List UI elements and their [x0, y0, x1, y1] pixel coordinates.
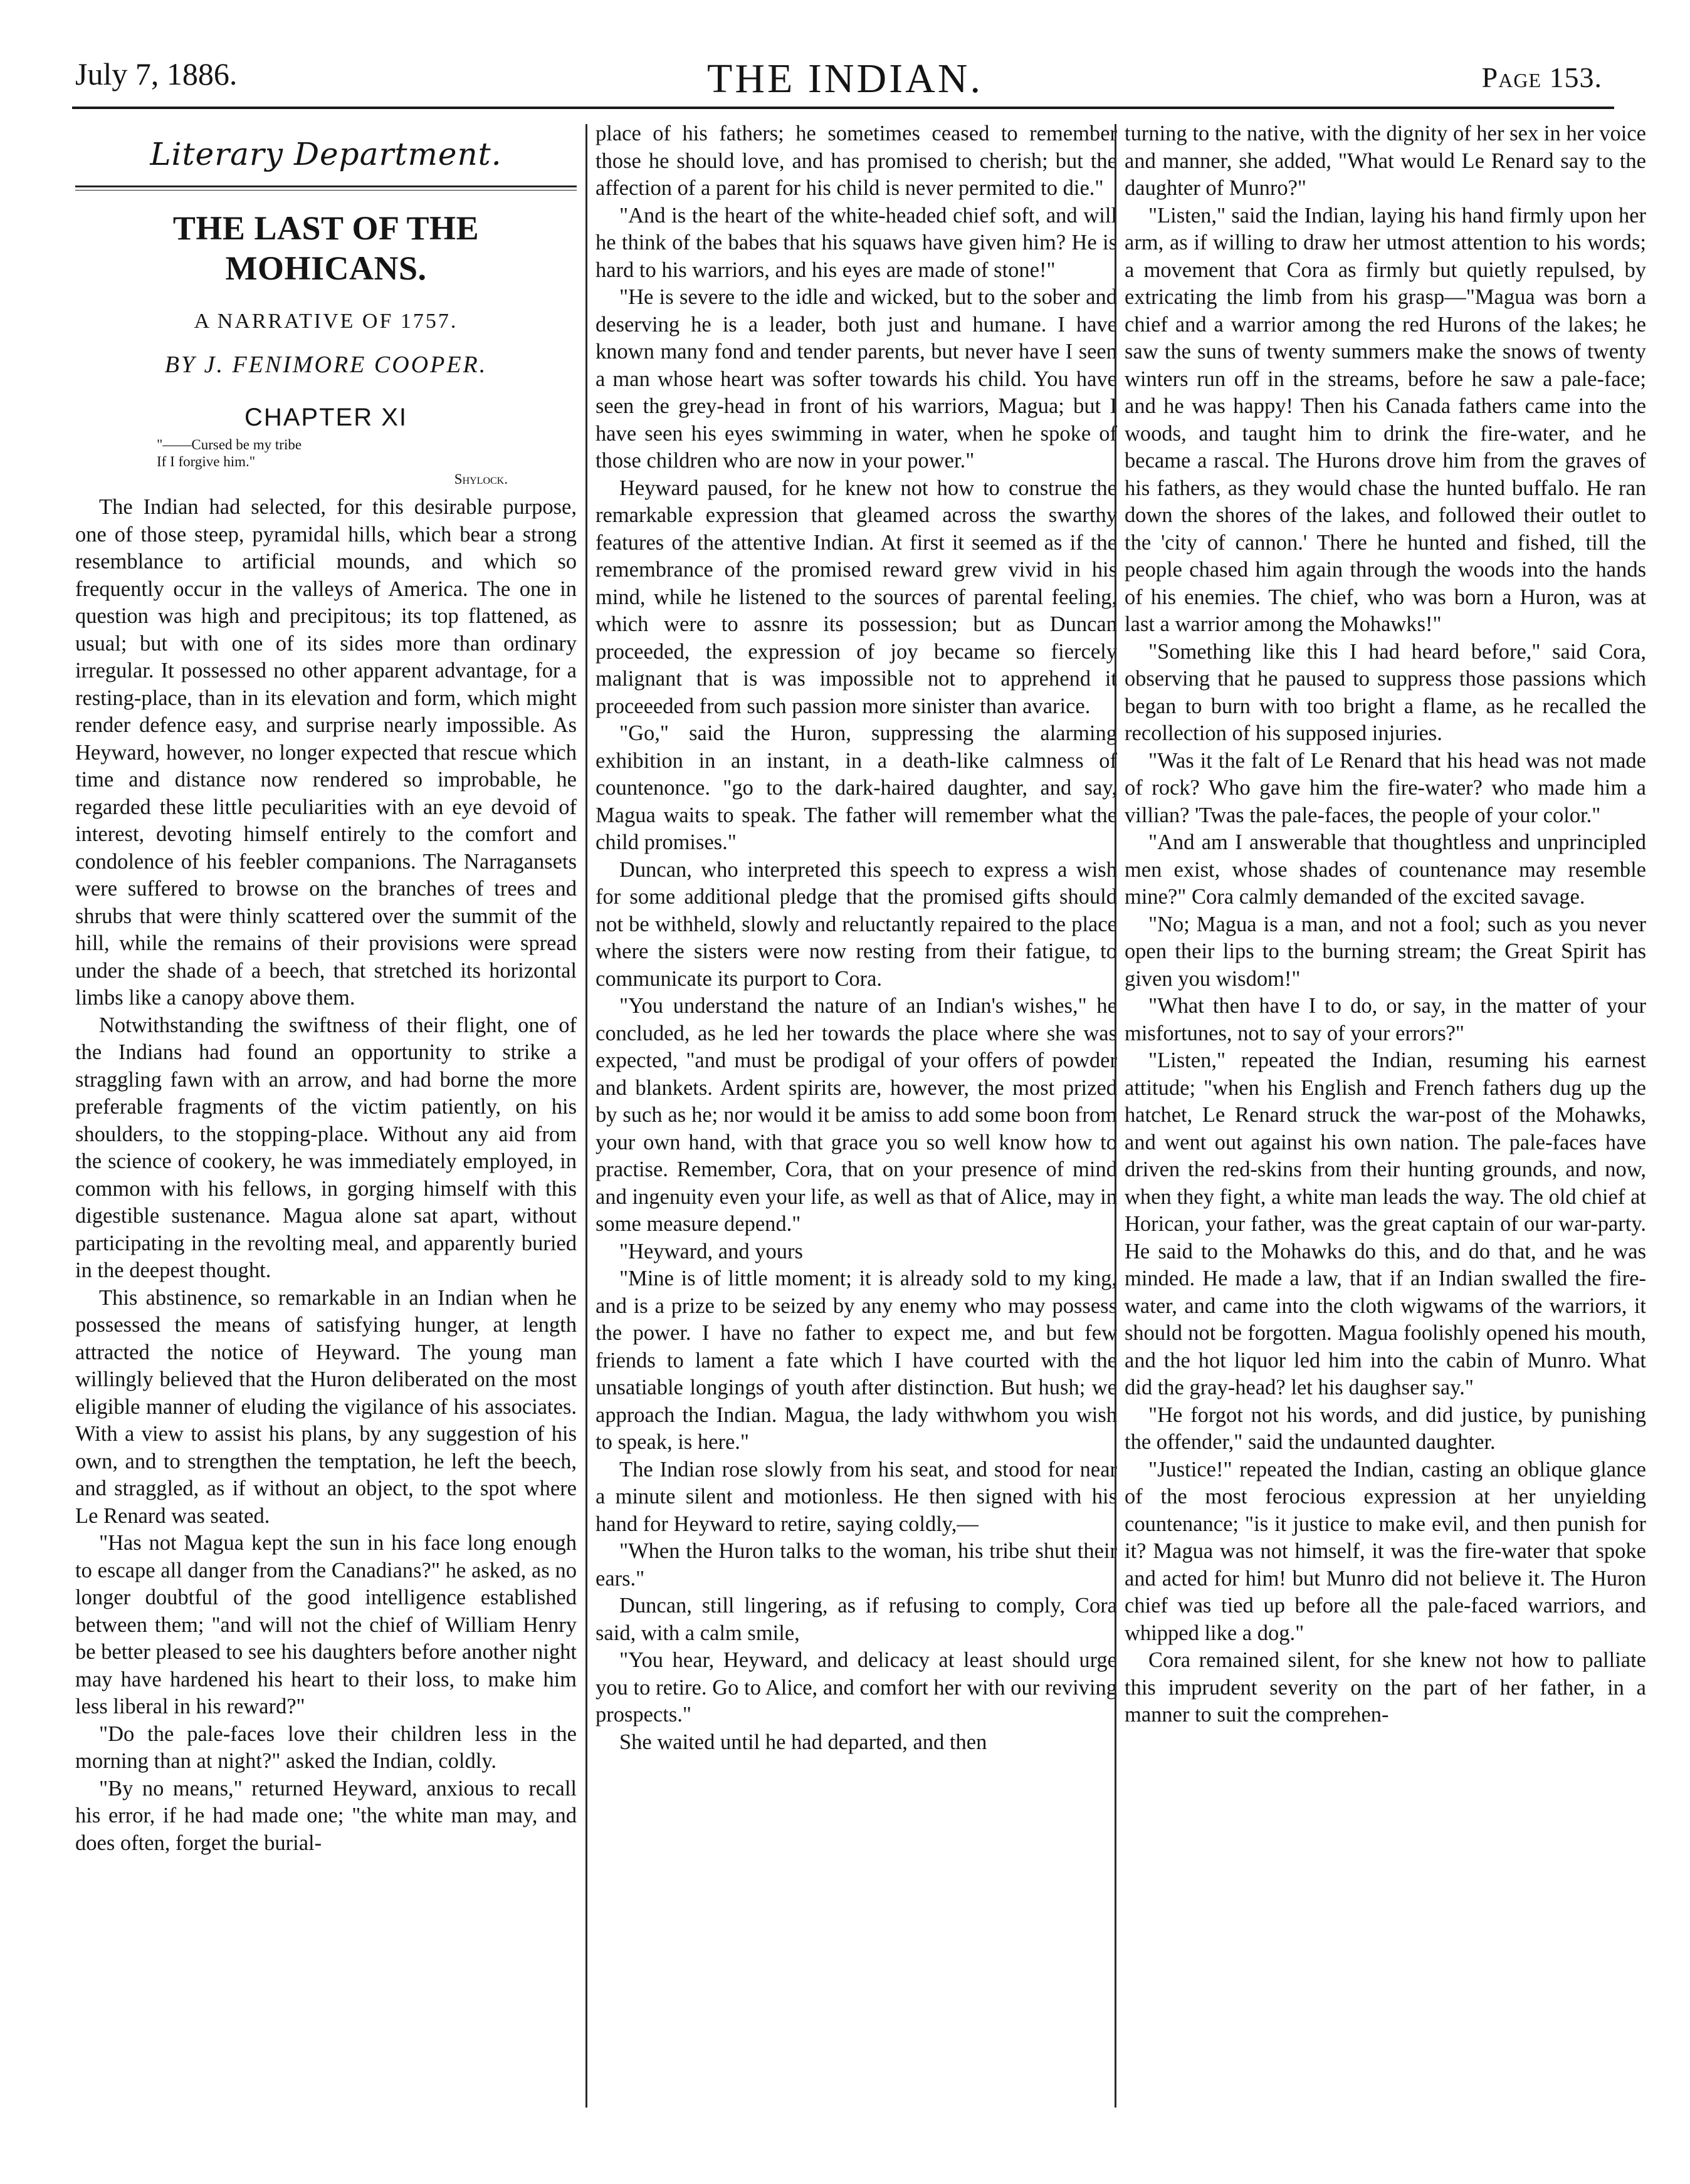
paragraph: "No; Magua is a man, and not a fool; such as you never open their lips to the burning stream; the Great Spirit has given you wisdom!": [1125, 912, 1646, 991]
epigraph-line-2: If I forgive him.": [157, 454, 256, 469]
paragraph: "Do the pale-faces love their children less in the morning than at night?" asked the Indian, coldly.: [75, 1722, 577, 1773]
paragraph: "Something like this I had heard before," said Cora, observing that he paused to suppress those passions which began to burn with too bright a flame, as he recalled the recollection of his supposed injuries.: [1125, 639, 1646, 745]
column-divider: [585, 124, 587, 2108]
paragraph: "By no means," returned Heyward, anxious to recall his error, if he had made one; "the white man may, and does often, forget the burial-: [75, 1776, 577, 1855]
heading-rule-thick: [75, 185, 577, 187]
story-title: THE LAST OF THE MOHICANS.: [172, 209, 480, 287]
paragraph: Heyward paused, for he knew not how to construe the remarkable expression that gleamed across the swarthy features of the attentive Indian. At first it seemed as if the remembrance of the promised reward grew vivid in his mind, while he listened to the sources of parental feeling, which were to assnre its possession; but as Duncan proceeded, the expression of joy became so fiercely malignant that is was impossible not to apprehend it proceeeded from such passion more sinister than avarice.: [596, 476, 1117, 718]
issue-date: July 7, 1886.: [75, 56, 238, 91]
paragraph: "You hear, Heyward, and delicacy at least should urge you to retire. Go to Alice, and comfort her with our reviving prospects.": [596, 1648, 1117, 1727]
paragraph: "And is the heart of the white-headed chief soft, and will he think of the babes that his squaws have given him? He is hard to his warriors, and his eyes are made of stone!": [596, 203, 1117, 282]
paragraph: "When the Huron talks to the woman, his tribe shut their ears.": [596, 1539, 1117, 1591]
epigraph-attribution: Shylock.: [454, 471, 508, 487]
paragraph: "Go," said the Huron, suppressing the alarming exhibition in an instant, in a death-like calmness of countenonce. "go to the dark-haired daughter, and say, Magua waits to speak. The father will remember what the child promises.": [596, 721, 1117, 854]
paragraph: The Indian rose slowly from his seat, and stood for near a minute silent and motionless. He then signed with his hand for Heyward to retire, saying coldly,—: [596, 1457, 1117, 1536]
paragraph: Duncan, still lingering, as if refusing to comply, Cora said, with a calm smile,: [596, 1594, 1117, 1645]
department-heading: Literary Department.: [150, 136, 502, 172]
paragraph: "Listen," said the Indian, laying his hand firmly upon her arm, as if willing to draw her utmost attention to his words; a movement that Cora as firmly but quietly repulsed, by extricating the limb from his grasp—"Magua was born a chief and a warrior among the red Hurons of the lakes; he saw the suns of twenty summers make the snows of twenty winters run off in the streams, before he saw a pale-face; and he was happy! Then his Canada fathers came into the woods, and taught him to drink the fire-water, and he became a rascal. The Hurons drove him from the graves of his fathers, as they would chase the hunted buffalo. He ran down the shores of the lakes, and followed their outlet to the 'city of cannon.' There he hunted and fished, till the people chased him again through the woods into the hands of his enemies. The chief, who was born a Huron, was at last a warrior among the Mohawks!": [1125, 203, 1646, 636]
newspaper-title: THE INDIAN.: [707, 56, 983, 102]
heading-rule-thin: [75, 190, 577, 191]
paragraph: "Listen," repeated the Indian, resuming his earnest attitude; "when his English and French fathers dug up the hatchet, Le Renard struck the war-post of the Mohawks, and went out against his own nation. The pale-faces have driven the red-skins from their hunting grounds, and now, when they fight, a white man leads the way. The old chief at Horican, your father, was the great captain of our war-party. He said to the Mohawks do this, and do that, and he was minded. He made a law, that if an Indian swalled the fire-water, and came into the cloth wigwams of the warriors, it should not be forgotten. Magua foolishly opened his mouth, and the hot liquor led him into the cabin of Munro. What did the gray-head? let his daughser say.": [1125, 1048, 1646, 1399]
column-divider: [1115, 124, 1116, 2108]
masthead-rule: [72, 107, 1614, 109]
paragraph: Duncan, who interpreted this speech to express a wish for some additional pledge that the promised gifts should not be withheld, slowly and reluctantly repaired to the place where the sisters were now resting from their fatigue, to communicate its purport to Cora.: [596, 857, 1117, 991]
masthead: [0, 0, 1690, 119]
paragraph: "Has not Magua kept the sun in his face long enough to escape all danger from the Canadians?" he asked, as no longer doubtful of the good intelligence established between them; "and will not the chief of William Henry be better pleased to see his daughters before another night may have hardened his heart to their loss, to make him less liberal in his reward?": [75, 1531, 577, 1718]
story-subtitle: A NARRATIVE OF 1757.: [194, 310, 458, 333]
paragraph: place of his fathers; he sometimes ceased to remember those he should love, and has promised to cherish; but the affection of a parent for his child is never permited to die.": [596, 122, 1117, 200]
paragraph: "And am I answerable that thoughtless and unprincipled men exist, whose shades of countenance may resemble mine?" Cora calmly demanded of the excited savage.: [1125, 830, 1646, 909]
paragraph: She waited until he had departed, and then: [619, 1730, 987, 1754]
column-1: [75, 120, 577, 2110]
paragraph: "Justice!" repeated the Indian, casting an oblique glance of the most ferocious expression at her unyielding countenance; "is it justice to make evil, and then punish for it? Magua was not himself, it was the fire-water that spoke and acted for him! but Munro did not believe it. The Huron chief was tied up before all the pale-faced warriors, and whipped like a dog.": [1125, 1457, 1646, 1645]
chapter-heading: CHAPTER XI: [244, 404, 408, 431]
column-2: [596, 120, 1117, 2110]
paragraph: turning to the native, with the dignity of her sex in her voice and manner, she added, "What would Le Renard say to the daughter of Munro?": [1125, 122, 1646, 200]
epigraph-line-1: "——Cursed be my tribe: [157, 437, 302, 452]
column-3: [1125, 120, 1646, 2110]
paragraph: "Was it the falt of Le Renard that his head was not made of rock? Who gave him the fire-water? who made him a villian? 'Twas the pale-faces, the people of your color.": [1125, 748, 1646, 827]
paragraph: Notwithstanding the swiftness of their flight, one of the Indians had found an opportunity to strike a straggling fawn with an arrow, and had borne the more preferable fragments of the victim patiently, on his shoulders, to the stopping-place. Without any aid from the science of cookery, he was immediately employed, in common with his fellows, in gorging himself with this digestible sustenance. Magua alone sat apart, without participating in the revolting meal, and apparently buried in the deepest thought.: [75, 1013, 577, 1282]
paragraph: "Mine is of little moment; it is already sold to my king, and is a prize to be seized by any enemy who may possess the power. I have no father to expect me, and but few friends to lament a fate which I have courted with the unsatiable longings of youth after distinction. But hush; we approach the Indian. Magua, the lady withwhom you wish to speak, is here.": [596, 1267, 1117, 1454]
paragraph: Cora remained silent, for she knew not how to palliate this imprudent severity on the part of her father, in a manner to suit the comprehen-: [1125, 1648, 1646, 1727]
page-number: Page 153.: [1481, 61, 1602, 93]
paragraph: "Heyward, and yours: [619, 1239, 803, 1263]
paragraph: The Indian had selected, for this desirable purpose, one of those steep, pyramidal hills, which bear a strong resemblance to artificial mounds, and which so frequently occur in the valleys of America. The one in question was high and precipitous; its top flattened, as usual; but with one of its sides more than ordinary irregular. It possessed no other apparent advantage, for a resting-place, than in its elevation and form, which might render defence easy, and surprise nearly impossible. As Heyward, however, no longer expected that rescue which time and distance now rendered so improbable, he regarded these little peculiarities with an eye devoid of interest, devoting himself entirely to the comfort and condolence of his feebler companions. The Narragansets were suffered to browse on the branches of trees and shrubs that were thinly scattered over the summit of the hill, while the remains of their provisions were spread under the shade of a beech, that stretched its horizontal limbs like a canopy above them.: [75, 495, 577, 1010]
paragraph: This abstinence, so remarkable in an Indian when he possessed the means of satisfying hunger, at length attracted the notice of Heyward. The young man willingly believed that the Huron deliberated on the most eligible manner of eluding the vigilance of his associates. With a view to assist his plans, by any suggestion of his own, and to strengthen the temptation, he left the beech, and straggled, as if without an object, to the spot where Le Renard was seated.: [75, 1285, 577, 1528]
paragraph: "You understand the nature of an Indian's wishes," he concluded, as he led her towards the place where she was expected, "and must be prodigal of your offers of powder and blankets. Ardent spirits are, however, the most prized by such as he; nor would it be amiss to add some boon from your own hand, with that grace you so well know how to practise. Remember, Cora, that on your presence of mind and ingenuity even your life, as well as that of Alice, may in some measure depend.": [596, 994, 1117, 1236]
paragraph: "He is severe to the idle and wicked, but to the sober and deserving he is a leader, both just and humane. I have known many fond and tender parents, but never have I seen a man whose heart was softer towards his child. You have seen the grey-head in front of his warriors, Magua; but I have seen his eyes swimming in water, when he spoke of those children who are now in your power.": [596, 285, 1117, 473]
paragraph: "He forgot not his words, and did justice, by punishing the offender," said the undaunted daughter.: [1125, 1403, 1646, 1454]
paragraph: "What then have I to do, or say, in the matter of your misfortunes, not to say of your errors?": [1125, 994, 1646, 1045]
byline: BY J. FENIMORE COOPER.: [164, 352, 488, 378]
